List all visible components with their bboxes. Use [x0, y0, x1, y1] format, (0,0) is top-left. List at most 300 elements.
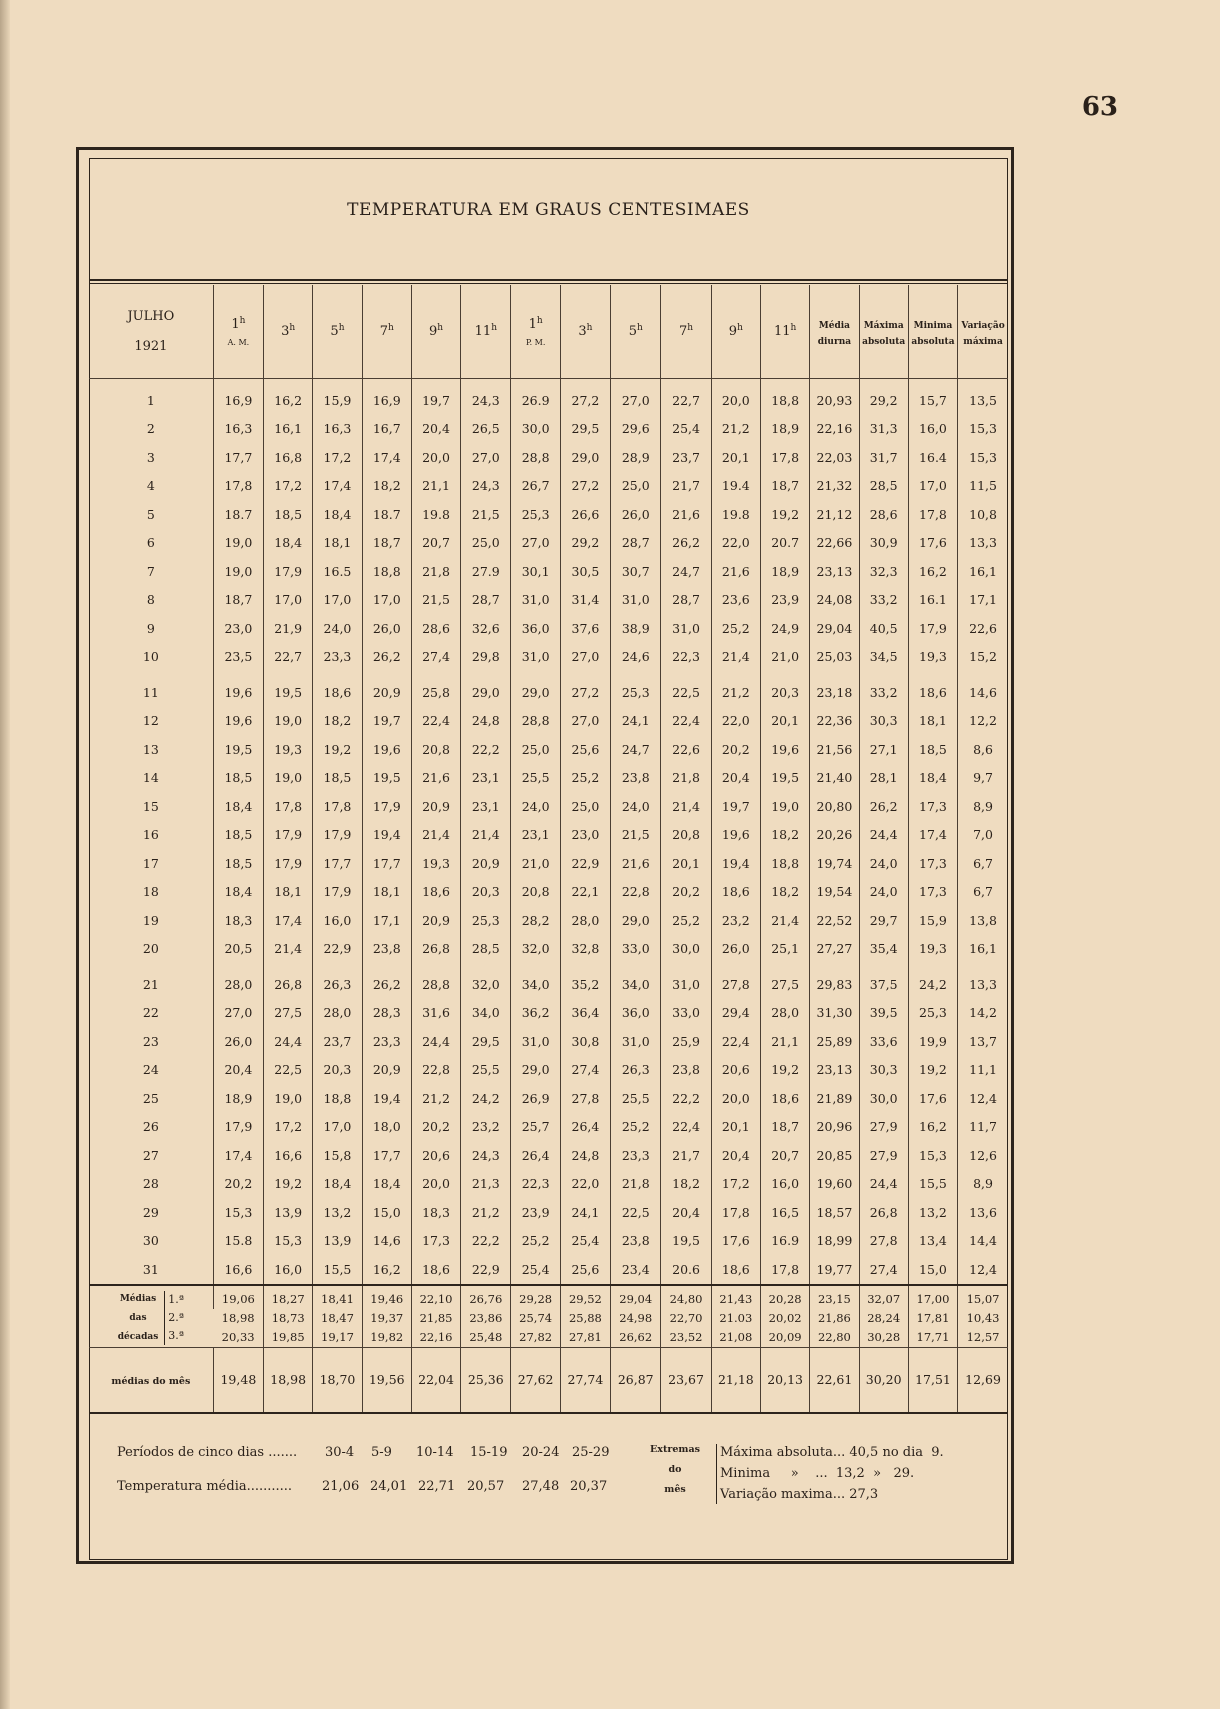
- value-cell: 18,4: [908, 764, 957, 793]
- value-cell: 29,5: [461, 1027, 511, 1056]
- value-cell: 7,0: [958, 821, 1008, 850]
- value-cell: 25,89: [810, 1027, 859, 1056]
- variacao-header: [958, 285, 1008, 379]
- value-cell: 19,3: [264, 735, 313, 764]
- value-cell: 22,1: [560, 878, 610, 907]
- day-number-cell: 2: [146, 421, 155, 437]
- value-cell: 20,4: [711, 1141, 760, 1170]
- decade-value-cell: 18,73: [264, 1309, 313, 1328]
- value-cell: 19,9: [908, 1027, 957, 1056]
- value-cell: 25,2: [560, 764, 610, 793]
- day-row: [89, 999, 1008, 1028]
- decade-value-cell: 25,88: [560, 1309, 610, 1328]
- value-cell: 32,3: [859, 557, 908, 586]
- value-cell: 21,0: [511, 849, 560, 878]
- value-cell: 19,3: [908, 643, 957, 672]
- value-cell: 11,5: [958, 472, 1008, 501]
- value-cell: 17,6: [711, 1227, 760, 1256]
- hour-header: [264, 285, 313, 379]
- value-cell: 19,4: [362, 821, 411, 850]
- hour-header: [711, 285, 760, 379]
- value-cell: 18,57: [810, 1198, 859, 1227]
- value-cell: 28,7: [461, 586, 511, 615]
- maxima-label: Máxima absoluta: [862, 320, 906, 347]
- value-cell: 16.9: [760, 1227, 809, 1256]
- day-number-cell: 12: [142, 713, 159, 729]
- decade-value-cell: 30,28: [859, 1328, 908, 1347]
- value-cell: 16.1: [908, 586, 957, 615]
- day-row: [89, 849, 1008, 878]
- value-cell: 19,7: [411, 379, 460, 415]
- value-cell: 16,6: [213, 1255, 263, 1285]
- value-cell: 22,2: [461, 1227, 511, 1256]
- value-cell: 17,0: [313, 1113, 362, 1142]
- value-cell: 34,0: [611, 963, 661, 999]
- decade-value-cell: 32,07: [859, 1285, 908, 1309]
- value-cell: 35,2: [560, 963, 610, 999]
- day-row: [89, 671, 1008, 707]
- value-cell: 26,0: [213, 1027, 263, 1056]
- decade-value-cell: 17,00: [908, 1285, 957, 1309]
- value-cell: 26.9: [511, 379, 560, 415]
- value-cell: 23,8: [611, 1227, 661, 1256]
- temperature-table: [89, 285, 1008, 1414]
- value-cell: 28,8: [511, 707, 560, 736]
- value-cell: 26,5: [461, 415, 511, 444]
- decade-value-cell: 23,86: [461, 1309, 511, 1328]
- value-cell: 29,6: [611, 415, 661, 444]
- day-number-cell: 6: [146, 535, 155, 551]
- decade-value-cell: 25,48: [461, 1328, 511, 1347]
- value-cell: 23,2: [711, 906, 760, 935]
- value-cell: 22,3: [511, 1170, 560, 1199]
- value-cell: 26,2: [661, 529, 711, 558]
- value-cell: 23,4: [611, 1255, 661, 1285]
- value-cell: 22,2: [461, 735, 511, 764]
- value-cell: 22,7: [264, 643, 313, 672]
- value-cell: 27.9: [461, 557, 511, 586]
- value-cell: 25,6: [560, 735, 610, 764]
- day-number-cell: 15: [142, 798, 159, 814]
- value-cell: 18,1: [362, 878, 411, 907]
- value-cell: 26,2: [362, 643, 411, 672]
- value-cell: 20,8: [411, 735, 460, 764]
- hour-suffix: h: [790, 323, 797, 334]
- decade-value-cell: 21,43: [711, 1285, 760, 1309]
- value-cell: 26,6: [560, 500, 610, 529]
- temp-value: 20,57: [467, 1479, 505, 1494]
- value-cell: 13,9: [313, 1227, 362, 1256]
- decade-value-cell: 21.03: [711, 1309, 760, 1328]
- temp-value: 27,48: [522, 1479, 560, 1494]
- value-cell: 22,7: [661, 379, 711, 415]
- value-cell: 21,7: [661, 472, 711, 501]
- decade-number: 3.ª: [168, 1329, 184, 1342]
- value-cell: 28,3: [362, 999, 411, 1028]
- month-mean-cell: 25,36: [461, 1347, 511, 1413]
- day-number-cell: 24: [142, 1062, 159, 1078]
- value-cell: 21,4: [661, 792, 711, 821]
- value-cell: 26,8: [859, 1198, 908, 1227]
- value-cell: 27,0: [511, 529, 560, 558]
- value-cell: 30,3: [859, 1056, 908, 1085]
- minima-label: Minima absoluta: [911, 320, 955, 347]
- value-cell: 15,3: [958, 443, 1008, 472]
- value-cell: 17,9: [313, 878, 362, 907]
- value-cell: 13,3: [958, 963, 1008, 999]
- value-cell: 22,0: [711, 707, 760, 736]
- page-edge: [0, 0, 10, 1709]
- value-cell: 17,2: [264, 472, 313, 501]
- value-cell: 18,0: [362, 1113, 411, 1142]
- value-cell: 28,0: [313, 999, 362, 1028]
- extremas-label: [640, 1440, 710, 1500]
- day-row: [89, 792, 1008, 821]
- value-cell: 19,2: [908, 1056, 957, 1085]
- day-number-cell: 5: [146, 506, 155, 522]
- value-cell: 18,99: [810, 1227, 859, 1256]
- value-cell: 18,5: [213, 821, 263, 850]
- day-row: [89, 878, 1008, 907]
- value-cell: 15,8: [313, 1141, 362, 1170]
- value-cell: 13,8: [958, 906, 1008, 935]
- value-cell: 30,5: [560, 557, 610, 586]
- value-cell: 29,83: [810, 963, 859, 999]
- value-cell: 21,0: [760, 643, 809, 672]
- value-cell: 15,0: [908, 1255, 957, 1285]
- value-cell: 20,8: [511, 878, 560, 907]
- hour-label: 5: [628, 324, 637, 340]
- value-cell: 24,3: [461, 379, 511, 415]
- extremas-line: mês: [664, 1484, 686, 1495]
- value-cell: 21,2: [411, 1084, 460, 1113]
- minima-header: [908, 285, 957, 379]
- hour-label: 3: [578, 324, 587, 340]
- value-cell: 14,6: [958, 671, 1008, 707]
- value-cell: 33,6: [859, 1027, 908, 1056]
- period-value: 30-4: [325, 1445, 355, 1460]
- day-number-cell: 8: [146, 592, 155, 608]
- value-cell: 18,7: [760, 472, 809, 501]
- hour-label: 1: [528, 317, 537, 333]
- value-cell: 17,2: [313, 443, 362, 472]
- decade-value-cell: 20,02: [760, 1309, 809, 1328]
- value-cell: 20,7: [760, 1141, 809, 1170]
- value-cell: 27,9: [859, 1113, 908, 1142]
- value-cell: 16,1: [958, 557, 1008, 586]
- value-cell: 22,8: [611, 878, 661, 907]
- value-cell: 21,56: [810, 735, 859, 764]
- temp-value: 20,37: [570, 1479, 608, 1494]
- value-cell: 14,4: [958, 1227, 1008, 1256]
- day-number-cell: 19: [142, 912, 159, 928]
- value-cell: 22,03: [810, 443, 859, 472]
- decade-value-cell: 18,41: [313, 1285, 362, 1309]
- value-cell: 25,8: [411, 671, 460, 707]
- value-cell: 25,3: [511, 500, 560, 529]
- value-cell: 19,6: [213, 671, 263, 707]
- value-cell: 17,2: [264, 1113, 313, 1142]
- hour-label: 11: [474, 324, 492, 340]
- value-cell: 26,4: [560, 1113, 610, 1142]
- decade-value-cell: 24,80: [661, 1285, 711, 1309]
- value-cell: 17,3: [908, 792, 957, 821]
- extreme-min: Minima » ... 13,2 » 29.: [720, 1466, 915, 1481]
- value-cell: 24,8: [560, 1141, 610, 1170]
- value-cell: 18,7: [213, 586, 263, 615]
- value-cell: 25,7: [511, 1113, 560, 1142]
- decade-label-cell: [89, 1285, 213, 1348]
- value-cell: 26,7: [511, 472, 560, 501]
- hour-label: 1: [231, 317, 240, 333]
- value-cell: 30,9: [859, 529, 908, 558]
- value-cell: 16,2: [908, 557, 957, 586]
- value-cell: 12,2: [958, 707, 1008, 736]
- value-cell: 21,3: [461, 1170, 511, 1199]
- value-cell: 15,0: [362, 1198, 411, 1227]
- value-cell: 18.7: [213, 500, 263, 529]
- decade-number: 1.ª: [168, 1293, 184, 1306]
- value-cell: 26,3: [313, 963, 362, 999]
- value-cell: 37,6: [560, 614, 610, 643]
- value-cell: 18,5: [264, 500, 313, 529]
- value-cell: 23,0: [213, 614, 263, 643]
- value-cell: 8,6: [958, 735, 1008, 764]
- day-row: [89, 529, 1008, 558]
- value-cell: 18,5: [313, 764, 362, 793]
- value-cell: 20,80: [810, 792, 859, 821]
- day-row: [89, 1084, 1008, 1113]
- value-cell: 17,7: [213, 443, 263, 472]
- value-cell: 20.7: [760, 529, 809, 558]
- value-cell: 23,7: [313, 1027, 362, 1056]
- value-cell: 22,0: [711, 529, 760, 558]
- value-cell: 17,9: [264, 849, 313, 878]
- value-cell: 30,8: [560, 1027, 610, 1056]
- day-row: [89, 1198, 1008, 1227]
- value-cell: 29,04: [810, 614, 859, 643]
- decade-value-cell: 29,52: [560, 1285, 610, 1309]
- day-number-cell: 22: [142, 1005, 159, 1021]
- day-row: [89, 764, 1008, 793]
- value-cell: 22,9: [313, 935, 362, 964]
- temp-row: [117, 1479, 608, 1494]
- value-cell: 24,9: [760, 614, 809, 643]
- value-cell: 18,6: [411, 1255, 460, 1285]
- value-cell: 29,0: [461, 671, 511, 707]
- value-cell: 19.8: [711, 500, 760, 529]
- value-cell: 19,2: [760, 500, 809, 529]
- value-cell: 30,0: [511, 415, 560, 444]
- value-cell: 36,0: [511, 614, 560, 643]
- value-cell: 17,9: [313, 821, 362, 850]
- value-cell: 21,1: [411, 472, 460, 501]
- temp-value: 22,71: [418, 1479, 456, 1494]
- value-cell: 23,8: [611, 764, 661, 793]
- value-cell: 18,2: [760, 878, 809, 907]
- decade-value-cell: 12,57: [958, 1328, 1008, 1347]
- value-cell: 20,26: [810, 821, 859, 850]
- decade-value-cell: 10,43: [958, 1309, 1008, 1328]
- value-cell: 30,7: [611, 557, 661, 586]
- value-cell: 24,2: [908, 963, 957, 999]
- value-cell: 23,9: [760, 586, 809, 615]
- day-row: [89, 1141, 1008, 1170]
- value-cell: 18,6: [760, 1084, 809, 1113]
- hour-label: 7: [379, 324, 388, 340]
- value-cell: 17,0: [264, 586, 313, 615]
- decade-value-cell: 18,27: [264, 1285, 313, 1309]
- value-cell: 28,1: [859, 764, 908, 793]
- value-cell: 22,36: [810, 707, 859, 736]
- decade-value-cell: 18,47: [313, 1309, 362, 1328]
- hour-header: [313, 285, 362, 379]
- month-mean-cell: 26,87: [611, 1347, 661, 1413]
- day-number-cell: 17: [142, 855, 159, 871]
- value-cell: 16,0: [760, 1170, 809, 1199]
- value-cell: 26,2: [859, 792, 908, 821]
- extremas-values: [720, 1442, 944, 1505]
- hour-header: [511, 285, 560, 379]
- value-cell: 18,7: [362, 529, 411, 558]
- value-cell: 17,8: [313, 792, 362, 821]
- value-cell: 20,9: [411, 792, 460, 821]
- value-cell: 18,4: [362, 1170, 411, 1199]
- page-title: TEMPERATURA EM GRAUS CENTESIMAES: [347, 200, 750, 220]
- extremas-line: do: [668, 1464, 682, 1475]
- value-cell: 17,4: [264, 906, 313, 935]
- decade-value-cell: 18,98: [221, 1311, 255, 1326]
- value-cell: 24,7: [611, 735, 661, 764]
- decade-value-cell: 19,85: [264, 1328, 313, 1347]
- value-cell: 18,6: [313, 671, 362, 707]
- value-cell: 17,8: [760, 1255, 809, 1285]
- title-divider: [89, 279, 1008, 281]
- value-cell: 27,8: [711, 963, 760, 999]
- month-header: [89, 285, 213, 379]
- decade-value-cell: 21,85: [411, 1309, 460, 1328]
- value-cell: 20,4: [661, 1198, 711, 1227]
- decade-value-cell: 19,46: [362, 1285, 411, 1309]
- value-cell: 13,4: [908, 1227, 957, 1256]
- value-cell: 21,32: [810, 472, 859, 501]
- value-cell: 24,0: [859, 878, 908, 907]
- month-mean-cell: 12,69: [958, 1347, 1008, 1413]
- value-cell: 23,0: [560, 821, 610, 850]
- month-mean-cell: 27,74: [560, 1347, 610, 1413]
- value-cell: 20,6: [711, 1056, 760, 1085]
- value-cell: 32,0: [511, 935, 560, 964]
- day-number-cell: 25: [142, 1090, 159, 1106]
- value-cell: 20,2: [661, 878, 711, 907]
- value-cell: 22,6: [958, 614, 1008, 643]
- decade-value-cell: 29,04: [611, 1285, 661, 1309]
- value-cell: 15,3: [213, 1198, 263, 1227]
- hour-header: [362, 285, 411, 379]
- value-cell: 19,2: [760, 1056, 809, 1085]
- decade-brace: [164, 1291, 184, 1345]
- value-cell: 29,5: [560, 415, 610, 444]
- day-number-cell: 7: [146, 563, 155, 579]
- day-number-cell: 23: [142, 1033, 159, 1049]
- value-cell: 20,6: [411, 1141, 460, 1170]
- value-cell: 29,0: [611, 906, 661, 935]
- value-cell: 19,5: [760, 764, 809, 793]
- hour-header: [611, 285, 661, 379]
- hour-suffix: h: [737, 323, 743, 334]
- value-cell: 19,5: [362, 764, 411, 793]
- value-cell: 28,6: [859, 500, 908, 529]
- value-cell: 17,0: [362, 586, 411, 615]
- value-cell: 18,2: [313, 707, 362, 736]
- hour-suffix: h: [239, 315, 246, 326]
- value-cell: 19,74: [810, 849, 859, 878]
- hour-suffix: h: [289, 323, 296, 334]
- value-cell: 19,0: [213, 529, 263, 558]
- day-number-cell: 29: [142, 1204, 159, 1220]
- value-cell: 20,3: [313, 1056, 362, 1085]
- value-cell: 30,0: [859, 1084, 908, 1113]
- value-cell: 36,0: [611, 999, 661, 1028]
- value-cell: 16.4: [908, 443, 957, 472]
- value-cell: 16,6: [264, 1141, 313, 1170]
- value-cell: 22,66: [810, 529, 859, 558]
- value-cell: 20,3: [461, 878, 511, 907]
- value-cell: 37,5: [859, 963, 908, 999]
- hour-suffix: h: [687, 323, 694, 334]
- value-cell: 20,8: [661, 821, 711, 850]
- value-cell: 29,7: [859, 906, 908, 935]
- day-number-cell: 20: [142, 941, 159, 957]
- day-row: [89, 415, 1008, 444]
- value-cell: 23,6: [711, 586, 760, 615]
- value-cell: 30,3: [859, 707, 908, 736]
- title-divider-thin: [89, 283, 1008, 284]
- value-cell: 19.4: [711, 472, 760, 501]
- value-cell: 20,0: [711, 1084, 760, 1113]
- value-cell: 23,3: [362, 1027, 411, 1056]
- value-cell: 16,0: [908, 415, 957, 444]
- month-mean-cell: 18,98: [264, 1347, 313, 1413]
- day-row: [89, 443, 1008, 472]
- value-cell: 26,0: [711, 935, 760, 964]
- value-cell: 24,0: [511, 792, 560, 821]
- value-cell: 17,0: [908, 472, 957, 501]
- value-cell: 27,8: [859, 1227, 908, 1256]
- decade-value-cell: 22,16: [411, 1328, 460, 1347]
- value-cell: 26,4: [511, 1141, 560, 1170]
- value-cell: 19,0: [264, 707, 313, 736]
- value-cell: 36,4: [560, 999, 610, 1028]
- value-cell: 27,0: [560, 707, 610, 736]
- value-cell: 22,9: [461, 1255, 511, 1285]
- value-cell: 17,8: [760, 443, 809, 472]
- value-cell: 27,4: [560, 1056, 610, 1085]
- month-mean-cell: 19,48: [213, 1347, 263, 1413]
- value-cell: 34,0: [461, 999, 511, 1028]
- value-cell: 21,12: [810, 500, 859, 529]
- decade-value-cell: 25,74: [511, 1309, 560, 1328]
- value-cell: 26,0: [611, 500, 661, 529]
- value-cell: 11,7: [958, 1113, 1008, 1142]
- decade-value-cell: 26,76: [461, 1285, 511, 1309]
- month-mean-label-cell: [89, 1347, 213, 1413]
- value-cell: 13,7: [958, 1027, 1008, 1056]
- value-cell: 22,2: [661, 1084, 711, 1113]
- value-cell: 15,3: [264, 1227, 313, 1256]
- value-cell: 27,0: [213, 999, 263, 1028]
- value-cell: 27,4: [859, 1255, 908, 1285]
